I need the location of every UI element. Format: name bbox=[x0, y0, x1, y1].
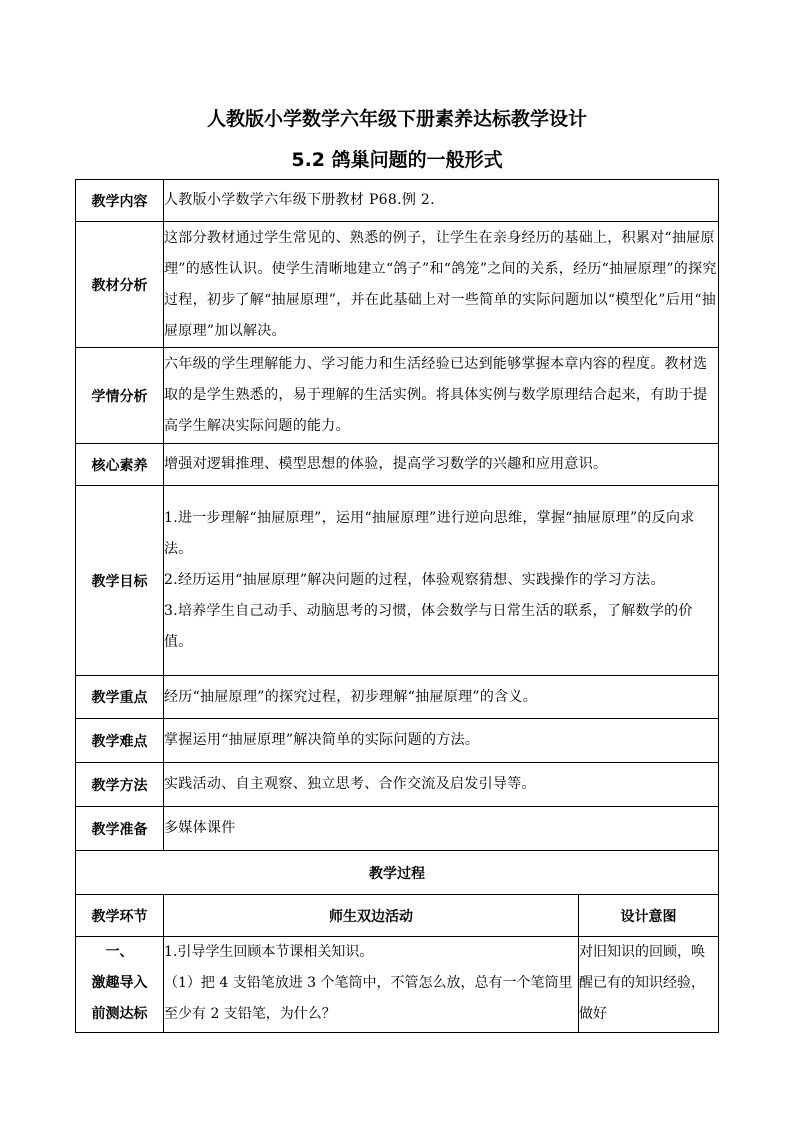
value-difficulties: 掌握运用“抽屉原理”解决简单的实际问题的方法。 bbox=[164, 719, 719, 763]
stage-one-label bbox=[76, 937, 164, 1033]
row-stage-one bbox=[76, 937, 719, 1033]
label-content: 教学内容 bbox=[76, 180, 164, 222]
label-students: 学情分析 bbox=[76, 348, 164, 444]
value-literacy: 增强对逻辑推理、模型思想的体验，提高学习数学的兴趣和应用意识。 bbox=[164, 444, 719, 486]
label-preparation: 教学准备 bbox=[76, 807, 164, 851]
stage-one-activity bbox=[164, 937, 579, 1033]
lesson-title: 5.2 鸽巢问题的一般形式 bbox=[291, 149, 503, 171]
row-process-title bbox=[76, 851, 719, 895]
lesson-plan-table bbox=[75, 179, 719, 1033]
row-process-headers bbox=[76, 895, 719, 937]
activity-line: 1.引导学生回顾本节课相关知识。 bbox=[164, 944, 374, 960]
row-students bbox=[76, 348, 719, 444]
stage-line: 一、 bbox=[105, 944, 134, 960]
label-objectives: 教学目标 bbox=[76, 486, 164, 676]
stage-one-intent: 对旧知识的回顾，唤醒已有的知识经验，做好 bbox=[579, 937, 719, 1033]
objective-item: 2.经历运用“抽屉原理”解决问题的过程，体验观察猜想、实践操作的学习方法。 bbox=[164, 572, 665, 588]
document-title: 人教版小学数学六年级下册素养达标教学设计 bbox=[206, 108, 587, 130]
row-content bbox=[76, 180, 719, 222]
stage-line: 激趣导入 bbox=[91, 975, 148, 991]
row-difficulties bbox=[76, 719, 719, 763]
row-preparation bbox=[76, 807, 719, 851]
value-analysis: 这部分教材通过学生常见的、熟悉的例子，让学生在亲身经历的基础上，积累对“抽屉原理”的感性认识。使学生清晰地建立“鸽子”和“鸽笼”之间的关系，经历“抽屉原理”的探究过程，初步了解“抽屉原理”，并在此基础上对一些简单的实际问题加以“模型化”后用“抽屉原理”加以解决。 bbox=[164, 222, 719, 348]
row-objectives bbox=[76, 486, 719, 676]
header-activity: 师生双边活动 bbox=[164, 895, 579, 937]
label-literacy: 核心素养 bbox=[76, 444, 164, 486]
process-title: 教学过程 bbox=[76, 851, 719, 895]
header-intent: 设计意图 bbox=[579, 895, 719, 937]
value-students: 六年级的学生理解能力、学习能力和生活经验已达到能够掌握本章内容的程度。教材选取的是学生熟悉的，易于理解的生活实例。将具体实例与数学原理结合起来，有助于提高学生解决实际问题的能力。 bbox=[164, 348, 719, 444]
label-difficulties: 教学难点 bbox=[76, 719, 164, 763]
label-methods: 教学方法 bbox=[76, 763, 164, 807]
objective-item: 1.进一步理解“抽屉原理”，运用“抽屉原理”进行逆向思维，掌握“抽屉原理”的反向求法。 bbox=[164, 510, 695, 557]
row-analysis bbox=[76, 222, 719, 348]
value-preparation: 多媒体课件 bbox=[164, 807, 719, 851]
label-analysis: 教材分析 bbox=[76, 222, 164, 348]
stage-line: 前测达标 bbox=[91, 1006, 148, 1022]
row-methods bbox=[76, 763, 719, 807]
activity-line: （1）把 4 支铅笔放进 3 个笔筒中，不管怎么放，总有一个笔筒里至少有 2 支铅笔，为什么？ bbox=[164, 975, 573, 1022]
value-methods: 实践活动、自主观察、独立思考、合作交流及启发引导等。 bbox=[164, 763, 719, 807]
row-literacy bbox=[76, 444, 719, 486]
value-key-points: 经历“抽屉原理”的探究过程，初步理解“抽屉原理”的含义。 bbox=[164, 676, 719, 719]
header-stage: 教学环节 bbox=[76, 895, 164, 937]
objective-item: 3.培养学生自己动手、动脑思考的习惯，体会数学与日常生活的联系，了解数学的价值。 bbox=[164, 603, 693, 650]
value-content: 人教版小学数学六年级下册教材 P68.例 2. bbox=[164, 180, 719, 222]
value-objectives bbox=[164, 486, 719, 676]
row-key-points bbox=[76, 676, 719, 719]
label-key-points: 教学重点 bbox=[76, 676, 164, 719]
